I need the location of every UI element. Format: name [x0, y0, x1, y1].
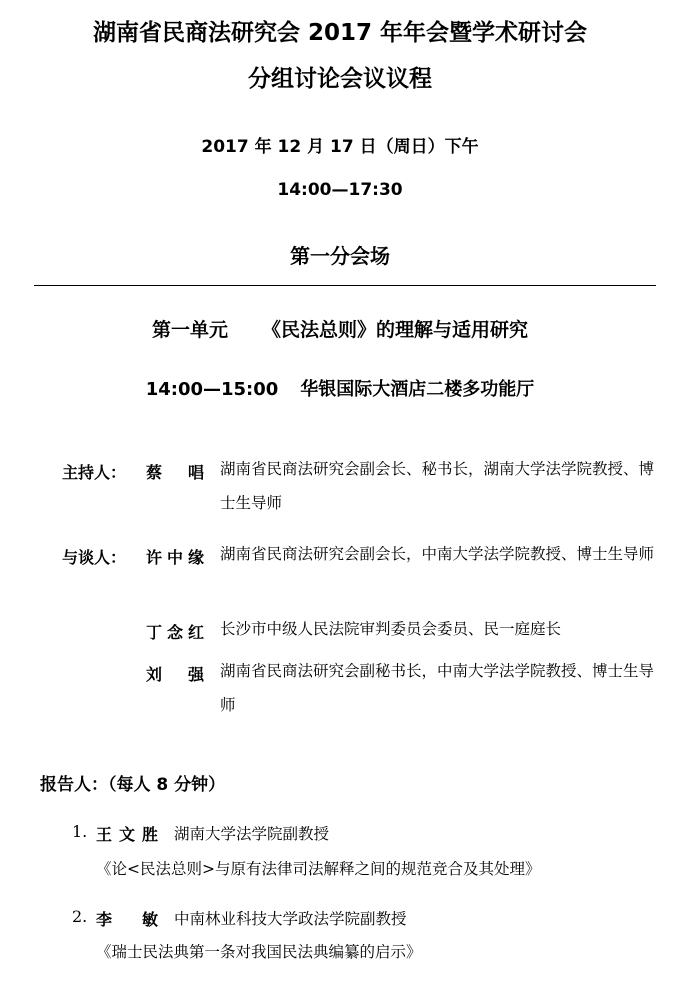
discussant-description: 湖南省民商法研究会副秘书长，中南大学法学院教授、博士生导师 — [220, 662, 655, 714]
reporter-name: 王文胜 — [96, 825, 158, 844]
discussant-name: 许中缘 — [146, 548, 204, 567]
venue-heading — [0, 240, 680, 269]
unit-heading — [0, 315, 680, 342]
document-title-line2 — [0, 60, 680, 93]
title-line1-text: 湖南省民商法研究会 2017 年年会暨学术研讨会 — [92, 20, 588, 46]
unit-label: 第一单元 — [151, 319, 228, 341]
reporter-affiliation: 湖南大学法学院副教授 — [174, 825, 330, 843]
reporter-name: 李 敏 — [96, 910, 158, 929]
discussant-name: 刘 强 — [146, 665, 204, 684]
unit-time-location — [0, 375, 680, 401]
host-description: 湖南省民商法研究会副会长、秘书长，湖南大学法学院教授、博士生导师 — [220, 460, 655, 512]
discussant-description: 长沙市中级人民法院审判委员会委员、民一庭庭长 — [220, 620, 562, 638]
host-role-label: 主持人： — [62, 463, 127, 482]
session-date — [0, 132, 680, 157]
venue-heading-text: 第一分会场 — [290, 244, 390, 268]
session-date-text: 2017 年 12 月 17 日（周日）下午 — [201, 137, 479, 157]
unit-topic: 《民法总则》的理解与适用研究 — [262, 319, 529, 341]
document-title-line1 — [0, 14, 680, 47]
reporter-paper-title: 《论<民法总则>与原有法律司法解释之间的规范竞合及其处理》 — [96, 860, 541, 878]
reporter-number: 1. — [72, 822, 88, 841]
reporter-affiliation: 中南林业科技大学政法学院副教授 — [174, 910, 407, 928]
discussant-name: 丁念红 — [146, 623, 204, 642]
reporters-heading: 报告人：（每人 8 分钟） — [40, 775, 226, 795]
section-divider — [34, 285, 656, 286]
unit-time: 14:00—15:00 — [145, 379, 279, 400]
reporter-number: 2. — [72, 907, 88, 926]
title-line2-text: 分组讨论会议议程 — [248, 66, 432, 92]
unit-location: 华银国际大酒店二楼多功能厅 — [300, 379, 535, 400]
discussant-description: 湖南省民商法研究会副会长，中南大学法学院教授、博士生导师 — [220, 545, 655, 563]
host-name: 蔡 唱 — [146, 463, 204, 482]
discussant-role-label: 与谈人： — [62, 548, 127, 567]
session-time — [0, 180, 680, 200]
reporter-paper-title: 《瑞士民法典第一条对我国民法典编纂的启示》 — [96, 943, 422, 961]
session-time-text: 14:00—17:30 — [277, 180, 403, 200]
